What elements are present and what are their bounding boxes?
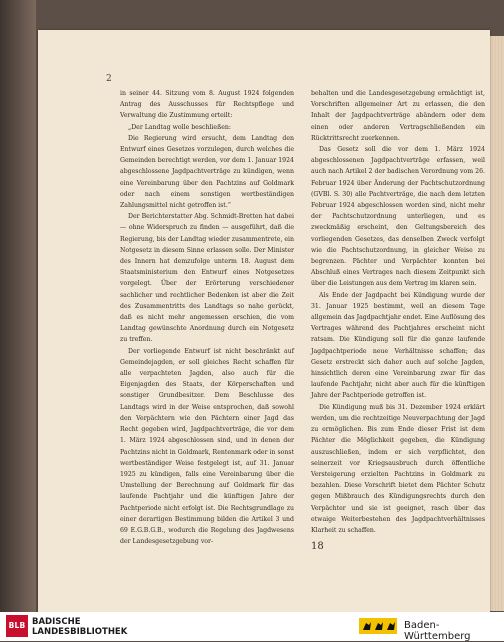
book-spine-shadow: [0, 0, 36, 641]
state-name[interactable]: Baden-Württemberg: [404, 620, 471, 642]
three-lions-icon[interactable]: [358, 616, 398, 636]
blb-logo-icon[interactable]: BLB: [6, 615, 28, 637]
page-number: 18: [311, 541, 324, 552]
signature-marker: 2: [106, 74, 112, 84]
paragraph: Der vorliegende Entwurf ist nicht beschränkt auf Gemeindejagden, er soll gleiches Recht schaffen für alle verpachteten Jagden, also auch für die Eigenjagden des Staats, der Körperschaften und sonstiger Grundbesitzer. Dem Beschlusse des Landtags wird in der Weise entsprochen, daß sowohl den Verpächtern wie den Pächtern einer Jagd das Recht gegeben wird, Jagdpachtverträge, die vor dem 1. März 1924 abgeschlossen sind, und in denen der Pachtzins nicht in Goldmark, Rentenmark oder in sonst wertbeständiger Weise festgelegt ist, auf 31. Januar 1925 zu kündigen, falls eine Vereinbarung über die Umstellung der Berechnung auf Goldmark für das laufende Pachtjahr und die künftigen Jahre der Pachtperiode nicht erfolgt ist. Die Rechtsgrundlage zu einer derartigen Bestimmung bilden die Artikel 3 und 69 E.G.B.G.B., wodurch die Regelung des Jagdwesens der Landesgesetzgebung vor-: [120, 347, 294, 546]
paragraph: Die Regierung wird ersucht, dem Landtag den Entwurf eines Gesetzes vorzulegen, durch welches die Gemeinden berechtigt werden, vor dem 1. Januar 1924 abgeschlossene Jagdpachtverträge zu kündigen, wenn eine Vereinbarung über den Pachtzins auf Goldmark oder nach einem sonstigen wertbeständigen Zahlungsmittel nicht getroffen ist.“: [120, 134, 294, 210]
paragraph: „Der Landtag wolle beschließen:: [128, 123, 231, 131]
paragraph: behalten und die Landesgesetzgebung ermächtigt ist, Vorschriften allgemeiner Art zu erlassen, die den Inhalt der Jagdpachtverträge abändern oder dem einen oder anderen Vertragschließenden ein Rücktrittsrecht zuerkennen.: [311, 90, 485, 142]
paragraph: in seiner 44. Sitzung vom 8. August 1924 folgenden Antrag des Ausschusses für Rechtspflege und Verwaltung die Zustimmung erteilt:: [120, 90, 294, 120]
paragraph: Die Kündigung muß bis 31. Dezember 1924 erklärt werden, um die rechtzeitige Neuverpachtung der Jagd zu ermöglichen. Bis zum Ende dieser Frist ist dem Pächter die Möglichkeit gegeben, die Kündigung auszuschließen, indem er sich verpflichtet, den seinerzeit vor Kriegsausbruch durch öffentliche Versteigerung erzielten Pachtzins in Goldmark zu bezahlen. Diese Vorschrift bietet dem Pächter Schutz gegen Mißbrauch des Kündigungsrechts durch den Verpächter und sie ist geeignet, rasch über das etwaige Weiterbestehen des Jagdpachtverhältnisses Klarheit zu schaffen.: [311, 403, 485, 534]
paragraph: Das Gesetz soll die vor dem 1. März 1924 abgeschlossenen Jagdpachtverträge erfassen, weil auch nach Artikel 2 der badischen Verordnung vom 26. Februar 1924 über Änderung der Pachtschutzordnung (GVBl. S. 30) alle Pachtverträge, die nach dem letzten Februar 1924 abgeschlossen worden sind, nicht mehr der Pachtschutzordnung unterliegen, und es zweckmäßig erscheint, den Geltungsbereich des vorliegenden Gesetzes, das denselben Zweck verfolgt wie die Pachtschutzordnung, in gleicher Weise zu begrenzen. Pächter und Verpächter konnten bei Abschluß eines Vertrages nach diesem Zeitpunkt sich über die Leistungen aus dem Vertrag im klaren sein.: [311, 146, 485, 288]
library-name-line2: LANDESBIBLIOTHEK: [32, 627, 128, 637]
text-column-right: [311, 88, 485, 536]
library-name-line1: BADISCHE: [32, 617, 81, 627]
paragraph: Der Berichterstatter Abg. Schmidt-Bretten hat dabei — ohne Widerspruch zu finden — ausgeführt, daß die Regierung, bis der Landtag wieder zusammentrete, ein Notgesetz in diesem Sinne erlassen solle. Der Minister des Innern hat demzufolge unterm 18. August dem Staatsministerium den Entwurf eines Notgesetzes vorgelegt. Über der Erörterung verschiedener sachlicher und rechtlicher Bedenken ist aber die Zeit des Zusammentritts des Landtags so nahe gerückt, daß es nicht mehr angemessen erschien, die vom Landtag gewünschte Anordnung durch ein Notgesetz zu treffen.: [120, 213, 295, 344]
text-column-left: [120, 88, 294, 547]
paragraph: Als Ende der Jagdpacht bei Kündigung wurde der 31. Januar 1925 bestimmt, weil an diesem Tage allgemein das Jagdpachtjahr endet. Eine Auflösung des Vertrages während des Pachtjahres erscheint nicht ratsam. Die Kündigung soll für die ganze laufende Jagdpachtperiode neue Verhältnisse schaffen; das Gesetz erstreckt sich daher auch auf solche Jagden, hinsichtlich deren eine Vereinbarung zwar für das laufende Pachtjahr, nicht aber auch für die künftigen Jahre der Pachtperiode getroffen ist.: [311, 291, 485, 400]
footer-bar: [0, 612, 504, 641]
library-name[interactable]: [32, 617, 127, 637]
